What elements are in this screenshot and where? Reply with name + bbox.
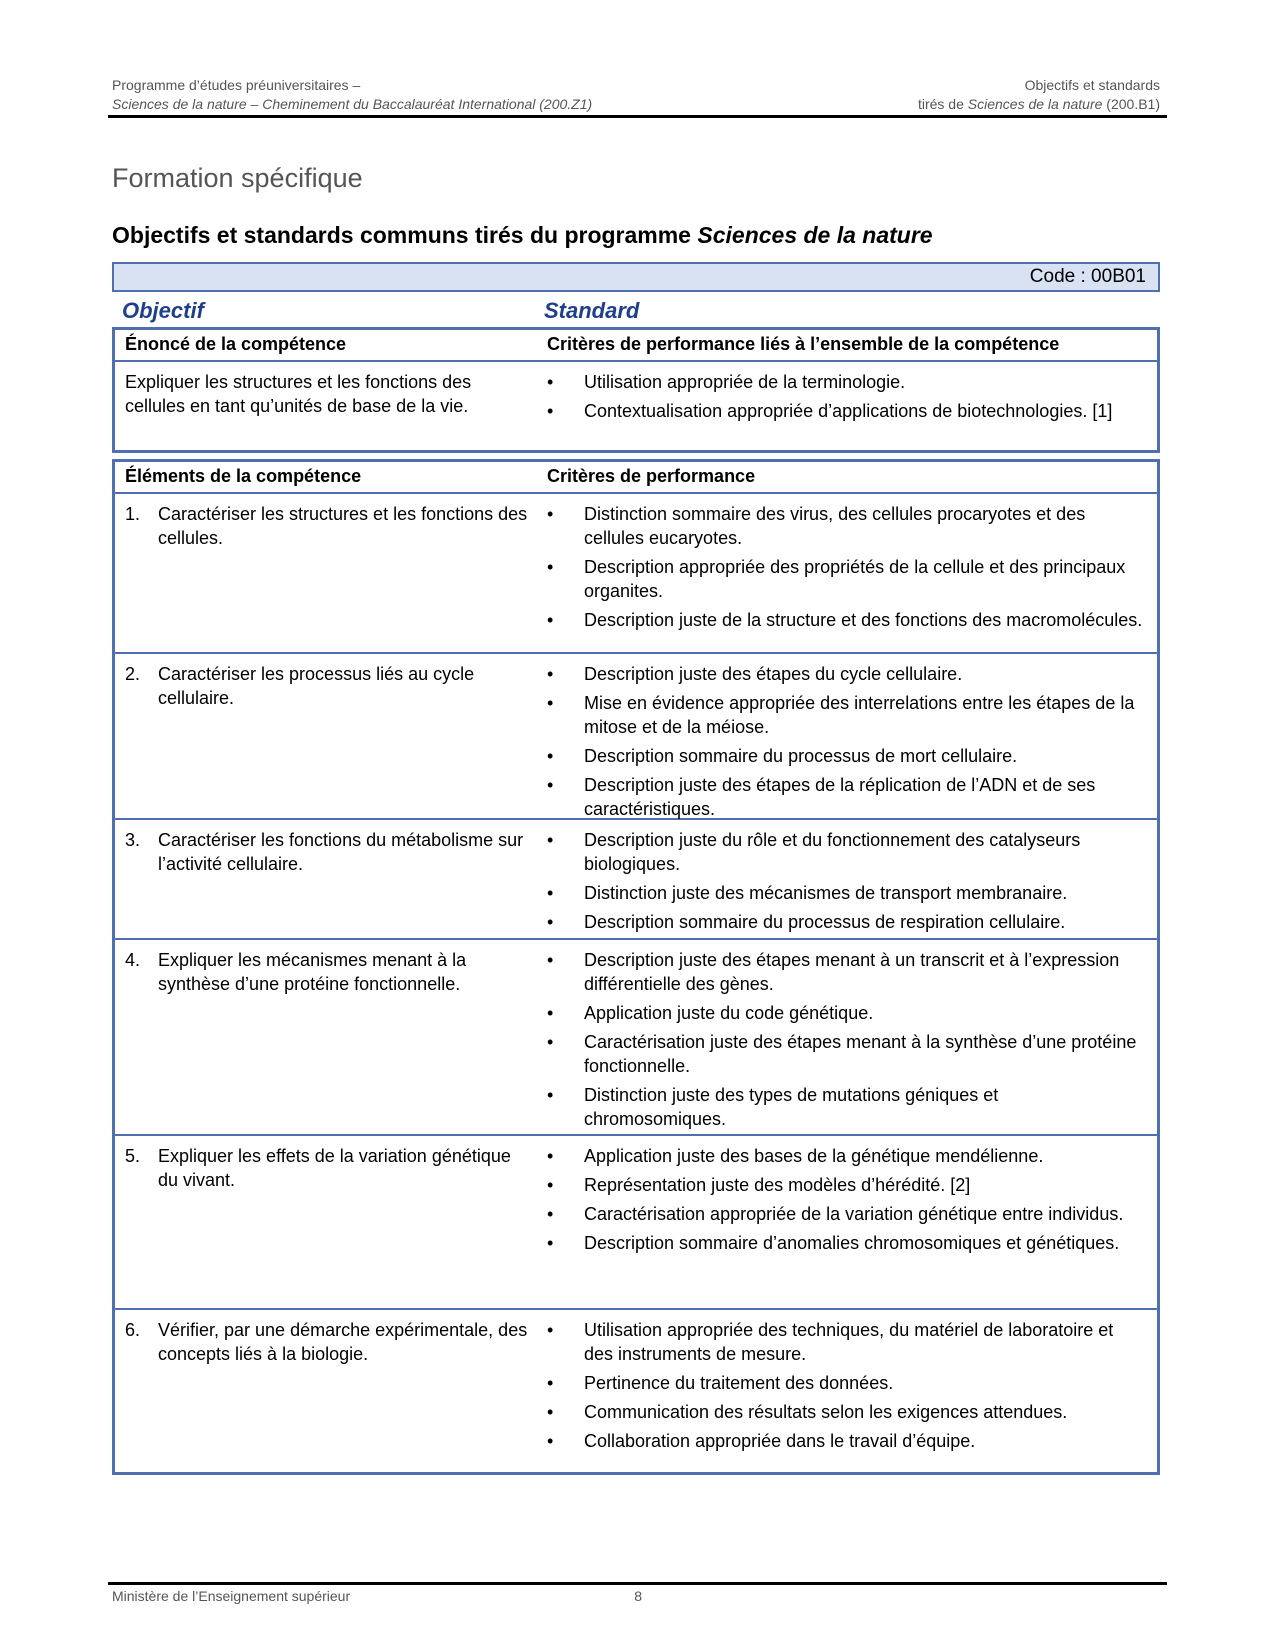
criteria-header: Critères de performance (547, 466, 756, 486)
competence-table (112, 327, 1160, 453)
criterion-item: • Distinction juste des types de mutations géniques et chromosomiques. (547, 1085, 999, 1129)
footer-ministry: Ministère de l’Enseignement supérieur (112, 1588, 351, 1604)
header-rule (108, 115, 1167, 118)
bullet-icon: • (547, 1402, 554, 1422)
bullet-icon: • (547, 610, 554, 630)
element-criteria (547, 1144, 1145, 1260)
criterion-item: • Utilisation appropriée des techniques, du matériel de laboratoire et des instruments de mesure. (547, 1320, 1114, 1364)
element-criteria (547, 1318, 1145, 1458)
competence-criteria (547, 370, 1145, 428)
header-objectives: Objectifs et standards (1024, 77, 1160, 93)
bullet-icon: • (547, 746, 554, 766)
bullet-icon: • (547, 1320, 554, 1340)
bullet-icon: • (547, 830, 554, 850)
criterion-item: • Description sommaire du processus de respiration cellulaire. (547, 912, 1066, 932)
criterion-item: • Caractérisation appropriée de la variation génétique entre individus. (547, 1204, 1124, 1224)
criterion-item: • Collaboration appropriée dans le travail d’équipe. (547, 1431, 976, 1451)
criterion-item: • Description juste des étapes du cycle cellulaire. (547, 664, 963, 684)
element-row-6: 6. Vérifier, par une démarche expérimentale, des concepts liés à la biologie. • Utilisation appropriée des techniques, du matériel de laboratoire et des instruments de mesure. • Pertinence du traitement des données. • Communication des résultats selon les exigences attendues. • Collaboration appropriée dans le travail d’équipe. (115, 1310, 1157, 1474)
main-title: Objectifs et standards communs tirés du programme Sciences de la nature (112, 222, 933, 248)
competence-row (115, 362, 1157, 452)
bullet-icon: • (547, 693, 554, 713)
element-row-3: 3. Caractériser les fonctions du métabolisme sur l’activité cellulaire. • Description juste du rôle et du fonctionnement des catalyseurs biologiques. • Distinction juste des mécanismes de transport membranaire. • Description sommaire du processus de respiration cellulaire. (115, 820, 1157, 940)
criterion-item: • Description juste des étapes de la réplication de l’ADN et de ses caractéristiques. (547, 775, 1096, 819)
element-row-5: 5. Expliquer les effets de la variation génétique du vivant. • Application juste des bases de la génétique mendélienne. • Représentation juste des modèles d’hérédité. [2] • Caractérisation appropriée de la variation génétique entre individus. • Description sommaire d’anomalies chromosomiques et génétiques. (115, 1136, 1157, 1310)
bullet-icon: • (547, 557, 554, 577)
element-criteria (547, 828, 1145, 939)
criterion-item: • Contextualisation appropriée d’applications de biotechnologies. [1] (547, 401, 1113, 421)
bullet-icon: • (547, 775, 554, 795)
element-row-2: 2. Caractériser les processus liés au cycle cellulaire. • Description juste des étapes du cycle cellulaire. • Mise en évidence appropriée des interrelations entre les étapes de la mitose et de la méiose. • Description sommaire du processus de mort cellulaire. • Description juste des étapes de la réplication de l’ADN et de ses caractéristiques. (115, 654, 1157, 820)
statement-header: Énoncé de la compétence (125, 334, 347, 354)
competence-table-header (115, 330, 1157, 362)
criterion-item: • Distinction juste des mécanismes de transport membranaire. (547, 883, 1068, 903)
criterion-item: • Utilisation appropriée de la terminologie. (547, 372, 906, 392)
bullet-icon: • (547, 504, 554, 524)
criterion-item: • Description juste de la structure et des fonctions des macromolécules. (547, 610, 1143, 630)
header-program: Programme d’études préuniversitaires – (112, 77, 361, 93)
competence-statement: Expliquer les structures et les fonctions des cellules en tant qu’unités de base de la vie. (125, 372, 472, 416)
element-row-4: 4. Expliquer les mécanismes menant à la synthèse d’une protéine fonctionnelle. • Description juste des étapes menant à un transcrit et à l’expression différentielle des gènes. • Application juste du code génétique. • Caractérisation juste des étapes menant à la synthèse d’une protéine fonctionnelle. • Distinction juste des types de mutations géniques et chromosomiques. (115, 940, 1157, 1136)
element-row-1: 1. Caractériser les structures et les fonctions des cellules. • Distinction sommaire des virus, des cellules procaryotes et des cellules eucaryotes. • Description appropriée des propriétés de la cellule et des principaux organites. • Description juste de la structure et des fonctions des macromolécules. (115, 494, 1157, 654)
criterion-item: • Application juste des bases de la génétique mendélienne. (547, 1146, 1044, 1166)
bullet-icon: • (547, 1146, 554, 1166)
element-criteria (547, 948, 1145, 1136)
criterion-item: • Pertinence du traitement des données. (547, 1373, 894, 1393)
bullet-icon: • (547, 401, 554, 421)
page-footer (112, 1588, 642, 1604)
criterion-item: • Communication des résultats selon les exigences attendues. (547, 1402, 1068, 1422)
criterion-item: • Mise en évidence appropriée des interrelations entre les étapes de la mitose et de la méiose. (547, 693, 1135, 737)
competency-code: Code : 00B01 (112, 262, 1160, 292)
criterion-item: • Application juste du code génétique. (547, 1003, 874, 1023)
bullet-icon: • (547, 1085, 554, 1105)
overall-criteria-header: Critères de performance liés à l’ensemble de la compétence (547, 334, 1060, 354)
bullet-icon: • (547, 1233, 554, 1253)
element-criteria (547, 502, 1145, 637)
bullet-icon: • (547, 1204, 554, 1224)
criterion-item: • Caractérisation juste des étapes menant à la synthèse d’une protéine fonctionnelle. (547, 1032, 1137, 1076)
bullet-icon: • (547, 912, 554, 932)
criterion-item: • Description sommaire du processus de mort cellulaire. (547, 746, 1018, 766)
bullet-icon: • (547, 372, 554, 392)
criterion-item: • Description sommaire d’anomalies chromosomiques et génétiques. (547, 1233, 1120, 1253)
bullet-icon: • (547, 1431, 554, 1451)
criterion-item: • Représentation juste des modèles d’hérédité. [2] (547, 1175, 971, 1195)
page-number: 8 (634, 1588, 642, 1604)
criterion-item: • Description appropriée des propriétés de la cellule et des principaux organites. (547, 557, 1126, 601)
section-title: Formation spécifique (112, 163, 363, 193)
bullet-icon: • (547, 1032, 554, 1052)
header-program-name: Sciences de la nature – Cheminement du Baccalauréat International (200.Z1) (112, 96, 593, 112)
elements-header: Éléments de la compétence (125, 466, 362, 486)
criterion-item: • Description juste des étapes menant à un transcrit et à l’expression différentielle des gènes. (547, 950, 1120, 994)
objective-label: Objectif (122, 298, 204, 323)
bullet-icon: • (547, 950, 554, 970)
elements-table (112, 459, 1160, 1475)
bullet-icon: • (547, 664, 554, 684)
bullet-icon: • (547, 1175, 554, 1195)
page-header (112, 76, 1160, 114)
element-criteria (547, 662, 1145, 826)
footer-rule (108, 1582, 1167, 1585)
standard-label: Standard (544, 298, 640, 323)
header-source: tirés de Sciences de la nature (200.B1) (917, 96, 1160, 112)
elements-table-header (115, 462, 1157, 494)
bullet-icon: • (547, 883, 554, 903)
bullet-icon: • (547, 1373, 554, 1393)
bullet-icon: • (547, 1003, 554, 1023)
criterion-item: • Description juste du rôle et du fonctionnement des catalyseurs biologiques. (547, 830, 1081, 874)
criterion-item: • Distinction sommaire des virus, des cellules procaryotes et des cellules eucaryotes. (547, 504, 1086, 548)
